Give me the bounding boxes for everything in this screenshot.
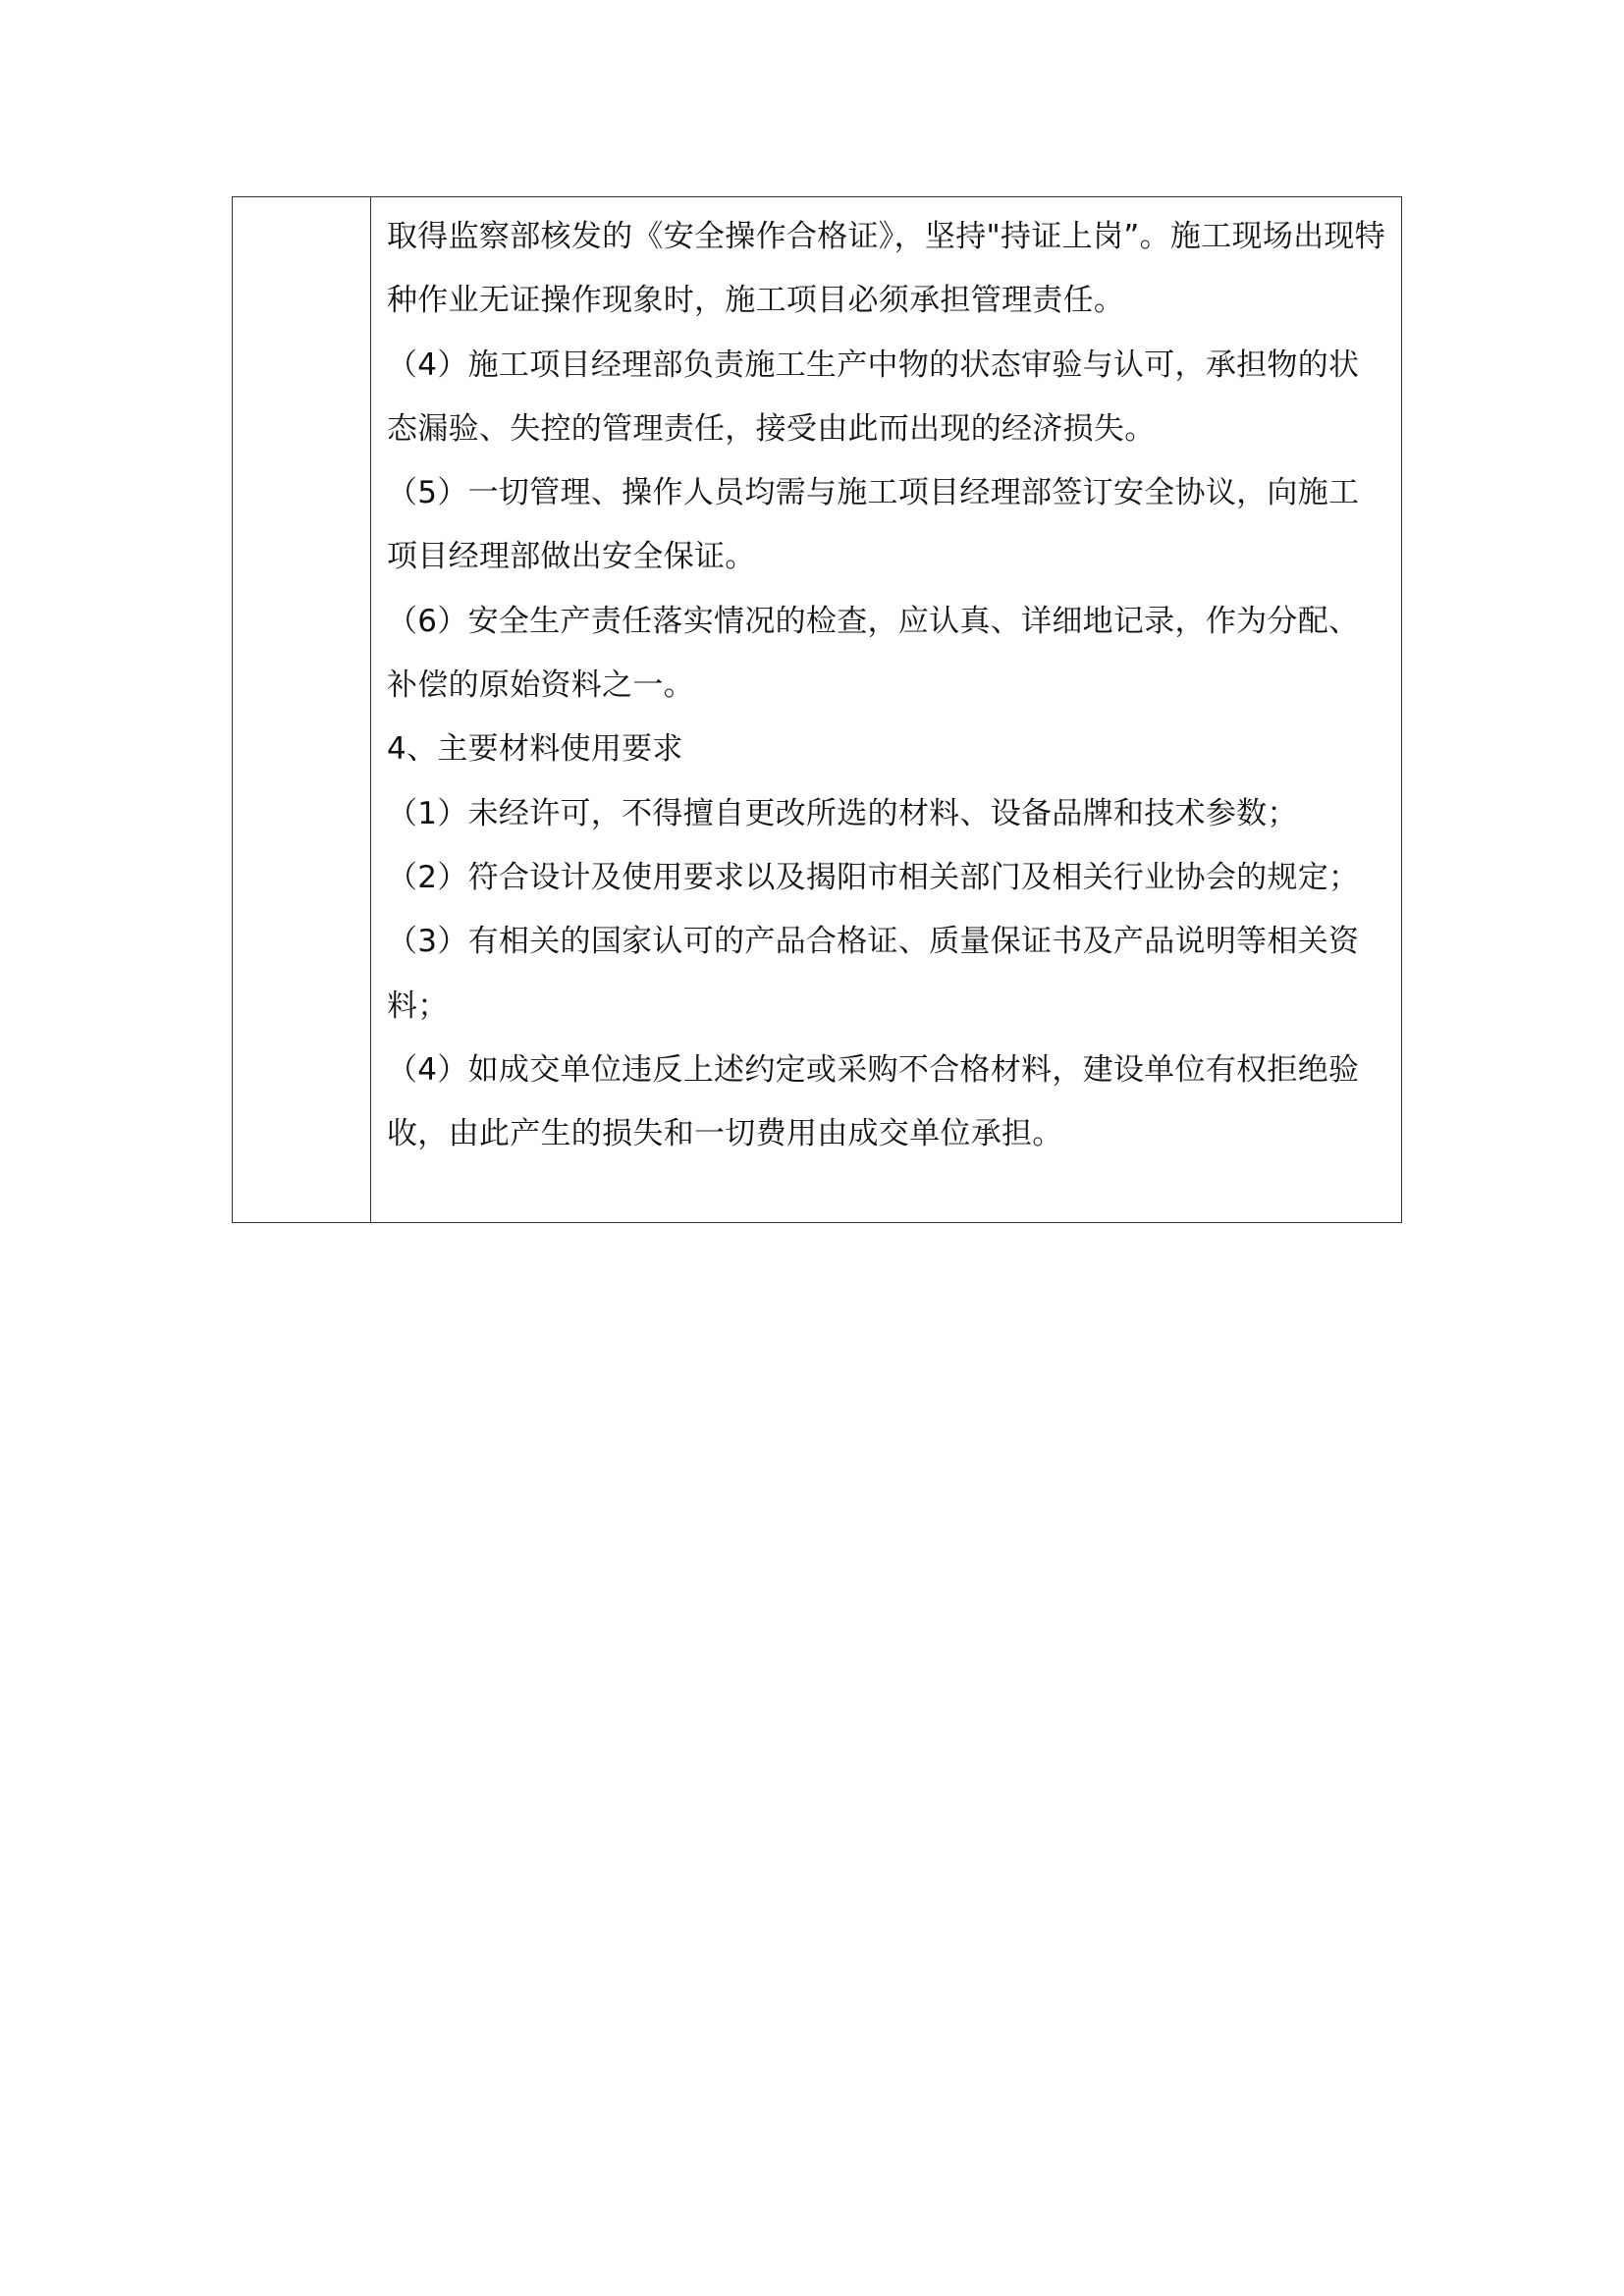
paragraph-certificate: 取得监察部核发的《安全操作合格证》，坚持"持证上岗”。施工现场出现特种作业无证操作现象时，施工项目必须承担管理责任。 [387, 219, 1386, 319]
paragraph-material-3: （3）有相关的国家认可的产品合格证、质量保证书及产品说明等相关资料； [387, 924, 1360, 1024]
table-row [233, 197, 1402, 1223]
requirements-table [232, 196, 1402, 1223]
left-label-cell [233, 197, 371, 1223]
paragraph-material-1: （1）未经许可，不得擅自更改所选的材料、设备品牌和技术参数； [387, 795, 1298, 831]
paragraph-material-2: （2）符合设计及使用要求以及揭阳市相关部门及相关行业协会的规定； [387, 859, 1360, 895]
section-heading-materials: 4、主要材料使用要求 [387, 731, 683, 768]
paragraph-item-6-inspection-record: （6）安全生产责任落实情况的检查，应认真、详细地记录，作为分配、补偿的原始资料之一。 [387, 603, 1360, 704]
content-text [371, 197, 1401, 1166]
paragraph-material-4: （4）如成交单位违反上述约定或采购不合格材料，建设单位有权拒绝验收，由此产生的损失和一切费用由成交单位承担。 [387, 1051, 1360, 1152]
content-cell [371, 197, 1402, 1223]
paragraph-item-5-safety-agreement: （5）一切管理、操作人员均需与施工项目经理部签订安全协议，向施工项目经理部做出安全保证。 [387, 475, 1360, 575]
paragraph-item-4-status-check: （4）施工项目经理部负责施工生产中物的状态审验与认可，承担物的状态漏验、失控的管理责任，接受由此而出现的经济损失。 [387, 347, 1360, 447]
